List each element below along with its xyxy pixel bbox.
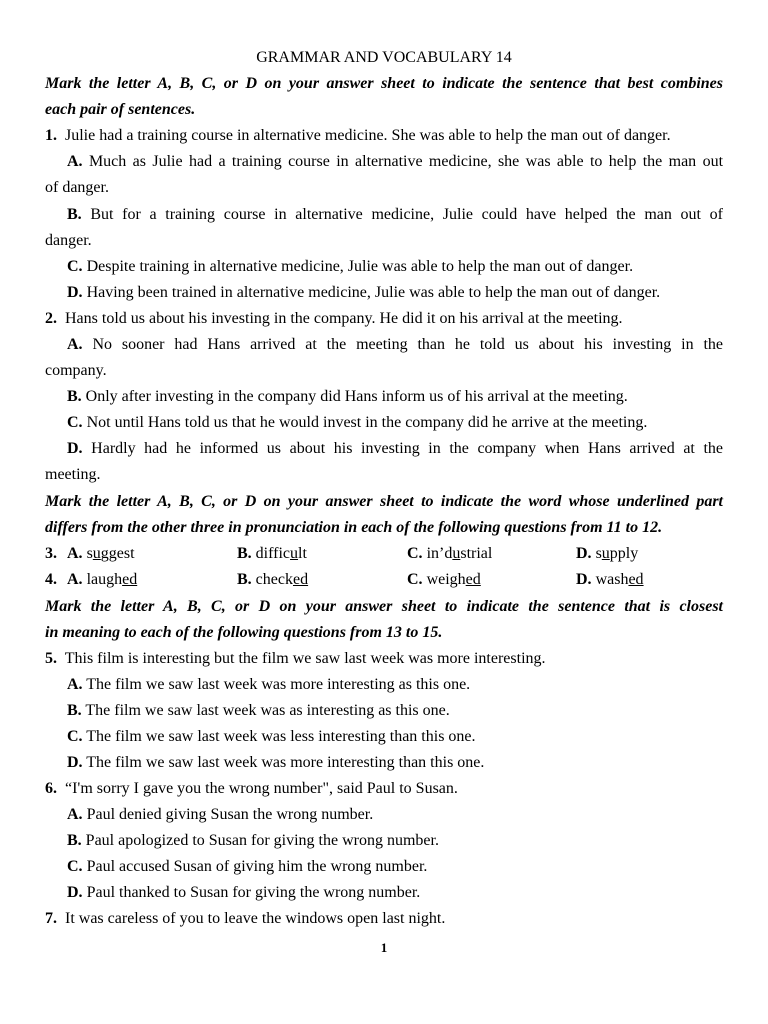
underlined-part: ed	[628, 571, 644, 588]
option-letter: A.	[67, 153, 83, 170]
option-6a	[67, 803, 723, 827]
question-number: 7.	[45, 910, 57, 927]
option-letter: D.	[67, 754, 83, 771]
question-text: Hans told us about his investing in the company. He did it on his arrival at the meeting.	[65, 310, 623, 327]
question-text: It was careless of you to leave the windows open last night.	[65, 910, 446, 927]
option-5b	[67, 699, 723, 723]
question-1	[45, 124, 723, 148]
option-text: Paul accused Susan of giving him the wrong number.	[86, 858, 428, 875]
option-letter: B.	[67, 702, 82, 719]
option-2a-line2: company.	[45, 362, 107, 379]
underlined-part: ed	[292, 571, 309, 588]
question-number: 6.	[45, 780, 57, 797]
option-text: No sooner had Hans arrived at the meeting than he told us about his investing in the	[92, 336, 724, 353]
option-text: The film we saw last week was more interesting than this one.	[86, 754, 485, 771]
question-5	[45, 647, 723, 671]
option-text: Only after investing in the company did Hans inform us of his arrival at the meeting.	[85, 388, 628, 405]
option-3a: A. suggest	[67, 545, 135, 562]
underlined-part: u	[290, 545, 299, 562]
question-7	[45, 907, 723, 931]
underlined-part: u	[452, 545, 461, 562]
option-text: The film we saw last week was more interesting as this one.	[86, 676, 471, 693]
option-letter: A.	[67, 336, 83, 353]
question-number: 4.	[45, 571, 57, 588]
option-5a	[67, 673, 723, 697]
option-2b	[67, 385, 723, 409]
section1-instruction-line1: Mark the letter A, B, C, or D on your answer sheet to indicate the sentence that best combines	[45, 75, 723, 92]
option-1c	[67, 255, 723, 279]
question-text: Julie had a training course in alternative medicine. She was able to help the man out of danger.	[65, 127, 671, 144]
option-letter: B.	[67, 206, 82, 223]
option-letter: C.	[67, 728, 83, 745]
question-2	[45, 307, 723, 331]
option-letter: B.	[67, 832, 82, 849]
option-letter: D.	[67, 284, 83, 301]
option-4a: A. laughed	[67, 571, 138, 588]
section3-instruction-line2: in meaning to each of the following questions from 13 to 15.	[45, 624, 443, 641]
option-text: Much as Julie had a training course in alternative medicine, she was able to help the man out	[88, 153, 724, 170]
option-letter: D.	[67, 440, 83, 457]
option-letter: A.	[67, 676, 83, 693]
option-text: Hardly had he informed us about his investing in the company when Hans arrived at the	[91, 440, 724, 457]
question-4	[45, 568, 723, 592]
option-text: Despite training in alternative medicine, Julie was able to help the man out of danger.	[86, 258, 634, 275]
option-2c	[67, 411, 723, 435]
option-3b: B. difficult	[237, 545, 307, 562]
option-1b-line2: danger.	[45, 232, 92, 249]
option-text: Paul denied giving Susan the wrong number.	[86, 806, 374, 823]
option-3d: D. supply	[576, 545, 639, 562]
option-5d	[67, 751, 723, 775]
option-text: Paul apologized to Susan for giving the wrong number.	[85, 832, 439, 849]
section2-instruction-line2: differs from the other three in pronunciation in each of the following questions from 11 to 12.	[45, 519, 663, 536]
option-text: Having been trained in alternative medicine, Julie was able to help the man out of danger.	[86, 284, 661, 301]
option-letter: A.	[67, 806, 83, 823]
underlined-part: ed	[122, 571, 138, 588]
option-text: Not until Hans told us that he would invest in the company did he arrive at the meeting.	[86, 414, 648, 431]
question-number: 2.	[45, 310, 57, 327]
option-letter: B.	[67, 388, 82, 405]
question-text: This film is interesting but the film we saw last week was more interesting.	[64, 650, 546, 667]
option-6b	[67, 829, 723, 853]
option-5c	[67, 725, 723, 749]
page-number: 1	[380, 940, 388, 955]
question-6	[45, 777, 723, 801]
option-4b: B. checked	[237, 571, 309, 588]
section1-instruction-line2: each pair of sentences.	[45, 101, 196, 118]
option-2d-line1	[67, 437, 723, 461]
option-2a-line1	[67, 333, 723, 357]
page-title: GRAMMAR AND VOCABULARY 14	[256, 49, 512, 66]
option-text: The film we saw last week was less interesting than this one.	[86, 728, 476, 745]
option-text: Paul thanked to Susan for giving the wrong number.	[86, 884, 421, 901]
question-number: 3.	[45, 545, 57, 562]
question-3	[45, 542, 723, 566]
question-number: 1.	[45, 127, 57, 144]
underlined-part: u	[92, 545, 101, 562]
option-letter: D.	[67, 884, 83, 901]
option-1d	[67, 281, 723, 305]
option-6c	[67, 855, 723, 879]
option-3c: C. in’dustrial	[407, 545, 493, 562]
question-number: 5.	[45, 650, 57, 667]
section3-instruction-line1: Mark the letter A, B, C, or D on your answer sheet to indicate the sentence that is closest	[45, 598, 723, 615]
option-1a-line1	[67, 150, 723, 174]
underlined-part: u	[601, 545, 610, 562]
option-text: But for a training course in alternative medicine, Julie could have helped the man out of	[90, 206, 724, 223]
question-text: “I'm sorry I gave you the wrong number", said Paul to Susan.	[65, 780, 458, 797]
option-4c: C. weighed	[407, 571, 481, 588]
option-letter: C.	[67, 258, 83, 275]
option-text: The film we saw last week was as interesting as this one.	[85, 702, 450, 719]
option-1a-line2: of danger.	[45, 179, 109, 196]
option-letter: C.	[67, 414, 83, 431]
option-2d-line2: meeting.	[45, 466, 101, 483]
option-6d	[67, 881, 723, 905]
section2-instruction-line1: Mark the letter A, B, C, or D on your answer sheet to indicate the word whose underlined part	[45, 493, 723, 510]
option-4d: D. washed	[576, 571, 644, 588]
option-1b-line1	[67, 203, 723, 227]
underlined-part: ed	[465, 571, 481, 588]
option-letter: C.	[67, 858, 83, 875]
